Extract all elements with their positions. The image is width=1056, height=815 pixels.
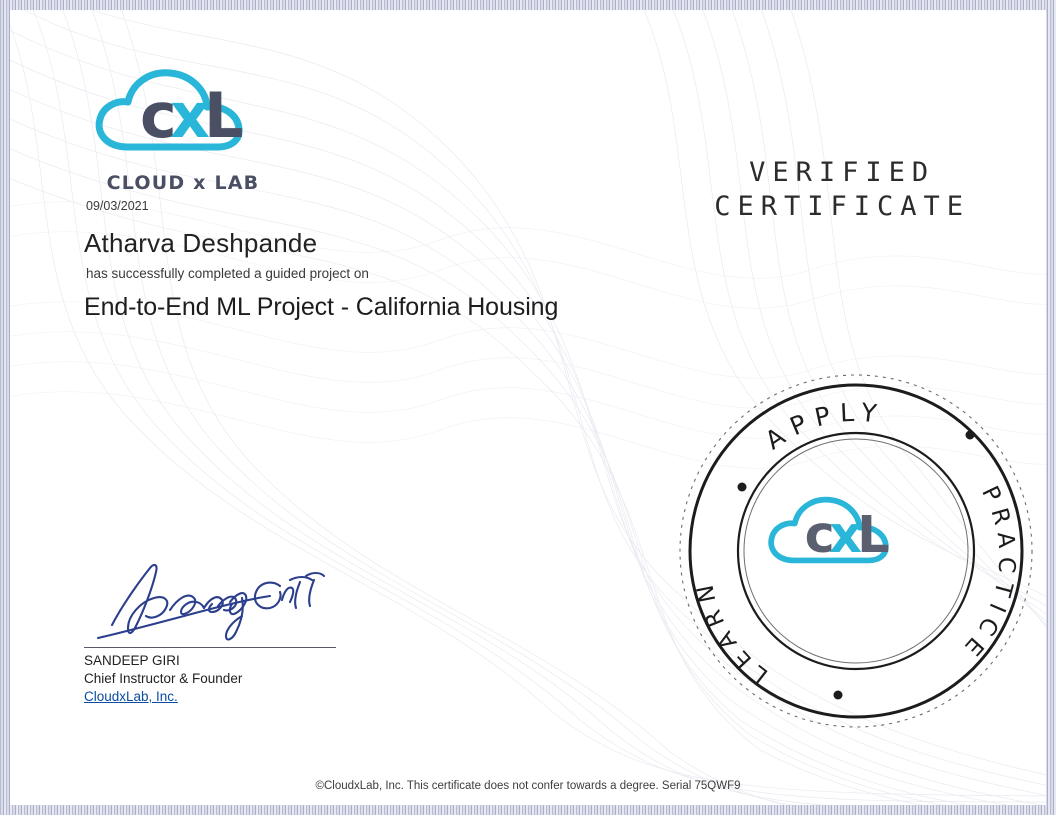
seal-text-apply: APPLY bbox=[759, 397, 888, 456]
completion-statement: has successfully completed a guided project on bbox=[86, 266, 369, 281]
signatory-role: Chief Instructor & Founder bbox=[84, 671, 243, 686]
signature-rule bbox=[84, 647, 336, 648]
handwritten-signature-icon bbox=[84, 550, 344, 645]
seal-text-learn: LEARN bbox=[691, 574, 774, 689]
seal-graphic bbox=[670, 365, 1042, 737]
certificate-inner-frame bbox=[10, 10, 1046, 805]
verified-certificate-heading bbox=[714, 156, 970, 224]
svg-text:c: c bbox=[804, 505, 835, 565]
svg-text:PRACTICE bbox=[954, 482, 1020, 666]
brand-wordmark: CLOUD x LAB bbox=[106, 172, 260, 194]
signatory-name: SANDEEP GIRI bbox=[84, 653, 180, 668]
svg-text:x: x bbox=[829, 505, 863, 565]
svg-text:APPLY bbox=[760, 398, 887, 456]
heading-line-verified: VERIFIED bbox=[749, 157, 936, 188]
svg-text:c: c bbox=[140, 79, 177, 152]
cxl-cloud-logo-icon bbox=[88, 55, 278, 165]
svg-text:x: x bbox=[170, 79, 210, 152]
signature-block bbox=[84, 550, 354, 704]
svg-text:L: L bbox=[857, 505, 890, 565]
footer-note: ©CloudxLab, Inc. This certificate does not confer towards a degree. Serial 75QWF9 bbox=[315, 780, 741, 792]
heading-line-certificate: CERTIFICATE bbox=[714, 190, 970, 222]
course-title: End-to-End ML Project - California Housing bbox=[84, 293, 559, 321]
brand-logo bbox=[88, 55, 278, 194]
issue-date: 09/03/2021 bbox=[86, 199, 149, 213]
verification-seal bbox=[670, 365, 1042, 737]
seal-text-practice: PRACTICE bbox=[953, 482, 1020, 667]
recipient-name: Atharva Deshpande bbox=[84, 228, 318, 258]
signature-image bbox=[84, 550, 354, 645]
svg-text:L: L bbox=[204, 79, 244, 152]
svg-text:LEARN bbox=[691, 575, 773, 688]
signatory-organization-link[interactable]: CloudxLab, Inc. bbox=[84, 689, 178, 704]
